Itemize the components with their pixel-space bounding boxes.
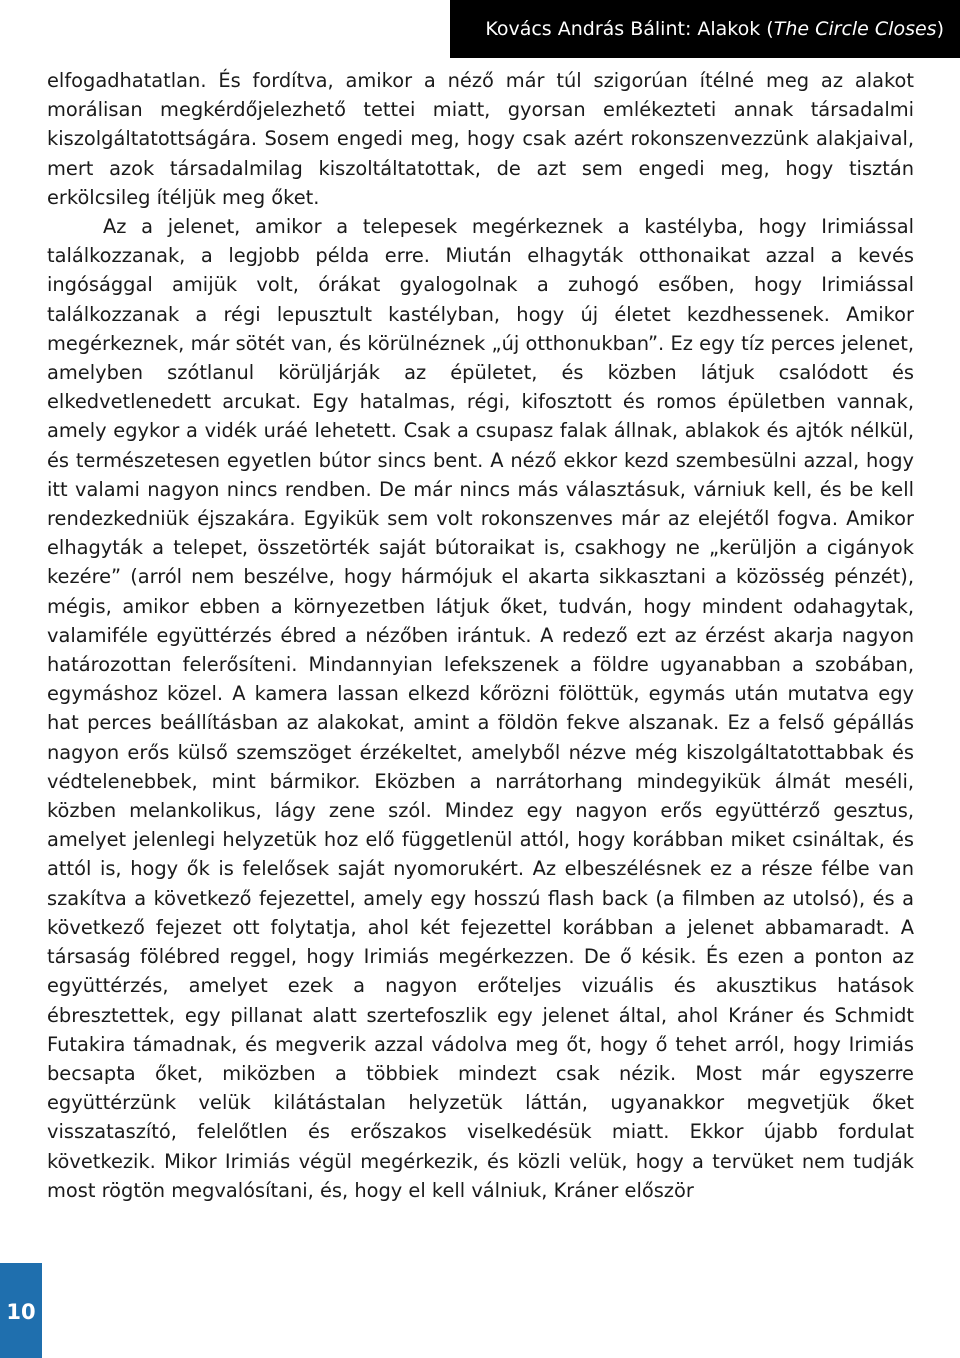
running-head-close: ) (936, 18, 944, 40)
running-head (450, 0, 960, 58)
paragraph-2: Az a jelenet, amikor a telepesek megérkeznek a kastélyba, hogy Irimiással találkozzanak, a legjobb példa erre. Miután elhagyták otthonaikat azzal a kevés ingósággal amijük volt, órákat gyalogolnak a zuhogó esőben, hogy Irimiással találkozzanak a régi lepusztult kastélyban, hogy új életet kezdhessenek. Amikor megérkeznek, már sötét van, és körülnéznek „új otthonukban”. Ez egy tíz perces jelenet, amelyben szótlanul körüljárják az épületet, és közben látjuk csalódott és elkedvetlenedett arcukat. Egy hatalmas, régi, kifosztott és romos épületben vannak, amely egykor a vidék uráé lehetett. Csak a csupasz falak állnak, ablakok és ajtók nélkül, és természetesen egyetlen bútor sincs bent. A néző ekkor kezd szembesülni azzal, hogy itt valami nagyon nincs rendben. De már nincs más választásuk, várniuk kell, és be kell rendezkedniük éjszakára. Egyikük sem volt rokonszenves már az elejétől fogva. Amikor elhagyták a telepet, összetörték saját bútoraikat is, csakhogy ne „kerüljön a cigányok kezére” (arról nem beszélve, hogy hármójuk el akarta sikkasztani a közösség pénzét), mégis, amikor ebben a környezetben látjuk őket, tudván, hogy mindent odahagytak, valamiféle együttérzés ébred a nézőben irántuk. A redező ezt az érzést akarja nagyon határozottan felerősíteni. Mindannyian lefekszenek a földre ugyanabban a szobában, egymáshoz közel. A kamera lassan elkezd kőrözni fölöttük, egymás után mutatva egy hat perces beállításban az alakokat, amint a földön fekve alszanak. Ez a felső gépállás nagyon erős külső szemszöget érzékeltet, amelyből nézve még kiszolgáltatottabbak és védtelenebbek, mint bármikor. Eközben a narrátorhang mindegyikük álmát meséli, közben melankolikus, lágy zene szól. Mindez egy nagyon erős együttérző gesztus, amelyet jelenlegi helyzetük hoz elő függetlenül attól, hogy korábban miket csináltak, és attól is, hogy ők is felelősek saját nyomorukért. Az elbeszélésnek ez a része félbe van szakítva a következő fejezettel, amely egy hosszú flash back (a filmben az utolsó), és a következő fejezet ott folytatja, ahol két fejezettel korábban a jelenet abbamaradt. A társaság fölébred reggel, hogy Irimiás megérkezzen. De ő késik. És ezen a ponton az együttérzés, amelyet ezek a nagyon erőteljes vizuális és akusztikus hatások ébresztettek, egy pillanat alatt szertefoszlik egy jelenet által, ahol Kráner és Schmidt Futakira támadnak, és megverik azzal vádolva meg őt, hogy ő tehet arról, hogy Irimiás becsapta őket, miközben a többiek mindezt csak nézik. Most már egyszerre együttérzünk velük kilátástalan helyzetük láttán, ugyanakkor megvetjük őket visszataszító, felelőtlen és erőszakos viselkedésük miatt. Ekkor újabb fordulat következik. Mikor Irimiás végül megérkezik, és közli velük, hogy a tervüket nem tudják most rögtön megvalósítani, és, hogy el kell válniuk, Kráner először (47, 215, 914, 1202)
page-number: 10 (6, 1300, 36, 1324)
paragraph-1: elfogadhatatlan. És fordítva, amikor a néző már túl szigorúan ítélné meg az alakot morálisan megkérdőjelezhető tettei miatt, gyorsan emlékezteti annak társadalmi kiszolgáltatottságára. Sosem engedi meg, hogy csak azért rokonszenvezzünk alakjaival, mert azok társadalmilag kiszoltáltatottak, de azt sem engedi meg, hogy tisztán erkölcsileg ítéljük meg őket. (47, 69, 914, 209)
running-head-text: Kovács András Bálint: Alakok ( (485, 18, 774, 40)
article-body (47, 66, 914, 1205)
page-number-tab (0, 1263, 42, 1358)
running-head-italic: The Circle Closes (773, 18, 937, 40)
